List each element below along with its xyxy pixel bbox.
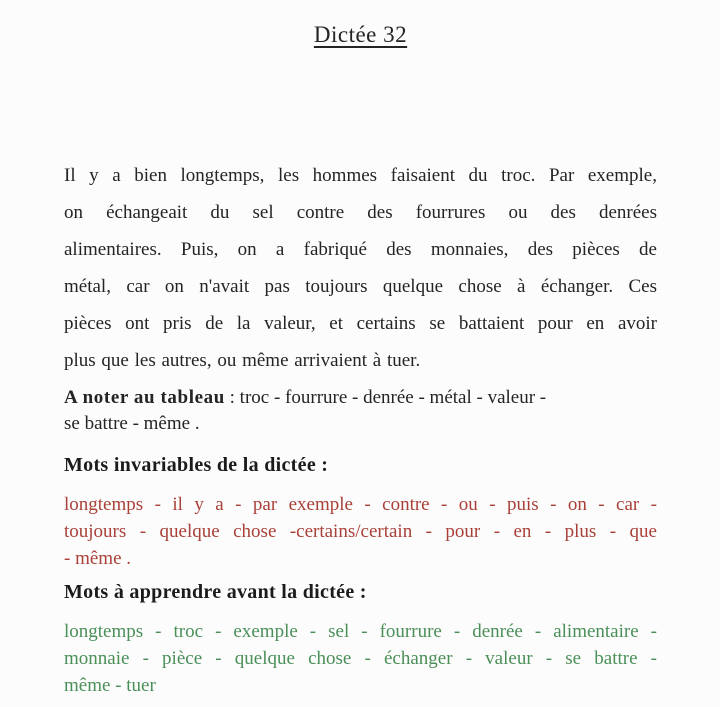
words-to-learn-line: longtemps - troc - exemple - sel - fourrure - denrée - alimentaire - bbox=[64, 621, 657, 642]
paragraph-line: métal, car on n'avait pas toujours quelque chose à échanger. Ces bbox=[64, 276, 657, 297]
invariable-words-heading: Mots invariables de la dictée : bbox=[64, 454, 329, 476]
paragraph-line: alimentaires. Puis, on a fabriqué des monnaies, des pièces de bbox=[64, 239, 657, 260]
invariable-words-line: - même . bbox=[64, 548, 132, 569]
words-to-learn-line: monnaie - pièce - quelque chose - échanger - valeur - se battre - bbox=[64, 648, 657, 669]
dictation-paragraph bbox=[64, 157, 657, 379]
words-to-learn-heading: Mots à apprendre avant la dictée : bbox=[64, 581, 367, 603]
paragraph-line: Il y a bien longtemps, les hommes faisaient du troc. Par exemple, bbox=[64, 165, 657, 186]
board-notes bbox=[64, 385, 657, 437]
paragraph-line: pièces ont pris de la valeur, et certains se battaient pour en avoir bbox=[64, 313, 657, 334]
page-title: Dictée 32 bbox=[313, 22, 408, 47]
invariable-words-line: longtemps - il y a - par exemple - contre - ou - puis - on - car - bbox=[64, 494, 657, 515]
board-notes-words: : troc - fourrure - denrée - métal - valeur - bbox=[224, 387, 547, 408]
invariable-words-list bbox=[64, 491, 657, 572]
words-to-learn-list bbox=[64, 618, 657, 699]
paragraph-line: on échangeait du sel contre des fourrures ou des denrées bbox=[64, 202, 657, 223]
words-to-learn-line: même - tuer bbox=[64, 675, 156, 696]
board-notes-label: A noter au tableau bbox=[64, 387, 225, 408]
board-notes-line bbox=[64, 385, 657, 411]
invariable-words-line: toujours - quelque chose -certains/certain - pour - en - plus - que bbox=[64, 521, 657, 542]
board-notes-line: se battre - même . bbox=[64, 413, 200, 434]
paragraph-line: plus que les autres, ou même arrivaient à tuer. bbox=[64, 350, 421, 371]
